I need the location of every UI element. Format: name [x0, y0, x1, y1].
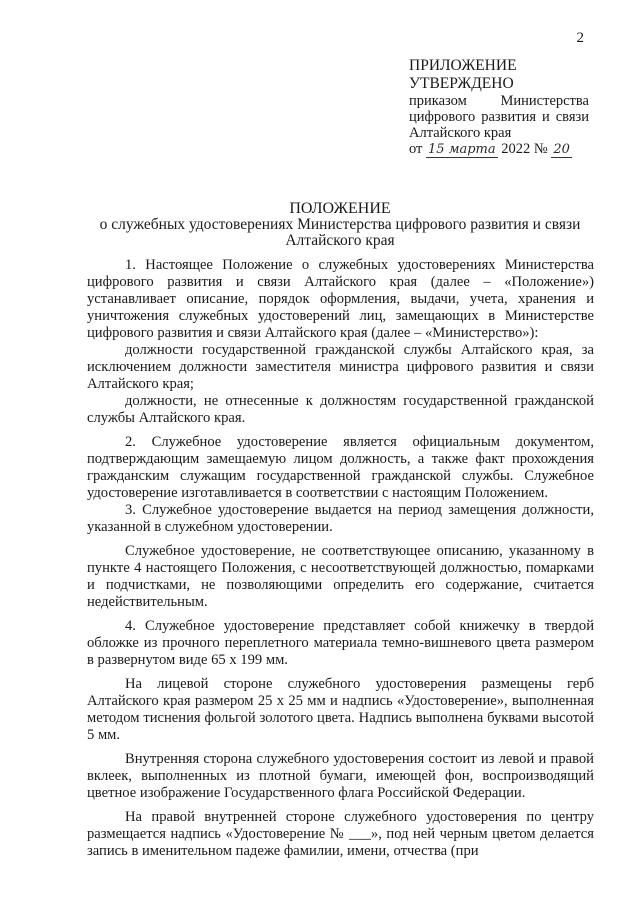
paragraph-7: 4. Служебное удостоверение представляет собой книжечку в твердой обложке из прочного переплетного материала темно-вишневого цвета размером в развернутом виде 65 х 199 мм. [87, 618, 594, 668]
title-line-2: о служебных удостоверениях Министерства цифрового развития и связи [99, 216, 581, 233]
paragraph-5: 3. Служебное удостоверение выдается на период замещения должности, указанной в служебном удостоверении. [87, 502, 594, 535]
date-handwritten: 15 марта [428, 142, 496, 157]
order-number-handwritten: 20 [553, 142, 570, 157]
paragraph-6: Служебное удостоверение, не соответствующее описанию, указанному в пункте 4 настоящего Положения, с несоответствующей должностью, помарками и подчистками, не позволяющими определить его содержание, считается недействительным. [87, 543, 594, 610]
approval-appendix-label: ПРИЛОЖЕНИЕ [409, 57, 517, 74]
document-title [90, 200, 590, 249]
date-prefix: от [409, 141, 423, 157]
paragraph-2: должности государственной гражданской службы Алтайского края, за исключением должности заместителя министра цифрового развития и связи Алтайского края; [87, 342, 594, 392]
title-main: ПОЛОЖЕНИЕ [289, 200, 391, 217]
document-body [87, 257, 594, 860]
approval-block [409, 57, 589, 158]
approval-order-line-2: цифрового развития и связи [409, 109, 589, 125]
paragraph-8: На лицевой стороне служебного удостоверения размещены герб Алтайского края размером 25 х 25 мм и надпись «Удостоверение», выполненная методом тиснения фольгой золотого цвета. Надпись выполнена буквами высотой 5 мм. [87, 676, 594, 743]
approval-date-line [409, 141, 589, 158]
paragraph-3: должности, не отнесенные к должностям государственной гражданской службы Алтайского края. [87, 393, 594, 426]
date-year: 2022 № [501, 141, 548, 157]
approval-approved-label: УТВЕРЖДЕНО [409, 75, 514, 92]
title-line-3: Алтайского края [285, 232, 395, 249]
paragraph-9: Внутренняя сторона служебного удостоверения состоит из левой и правой вклеек, выполненных из плотной бумаги, имеющей фон, воспроизводящий цветное изображение Государственного флага Российской Федерации. [87, 751, 594, 801]
paragraph-1: 1. Настоящее Положение о служебных удостоверениях Министерства цифрового развития и связи Алтайского края (далее – «Положение») устанавливает описание, порядок оформления, выдачи, учета, хранения и уничтожения служебных удостоверений лиц, замещающих в Министерстве цифрового развития и связи Алтайского края (далее – «Министерство»): [87, 257, 594, 341]
paragraph-4: 2. Служебное удостоверение является официальным документом, подтверждающим замещаемую лицом должность, а также факт прохождения гражданским служащим государственной гражданской службы. Служебное удостоверение изготавливается в соответствии с настоящим Положением. [87, 434, 594, 501]
paragraph-10: На правой внутренней стороне служебного удостоверения по центру размещается надпись «Удостоверение № ___», под ней черным цветом делается запись в именительном падеже фамилии, имени, отчества (при [87, 809, 594, 859]
page-number: 2 [576, 30, 584, 46]
approval-order-line-1: приказом Министерства [409, 93, 589, 109]
approval-order-line-3: Алтайского края [409, 125, 512, 141]
